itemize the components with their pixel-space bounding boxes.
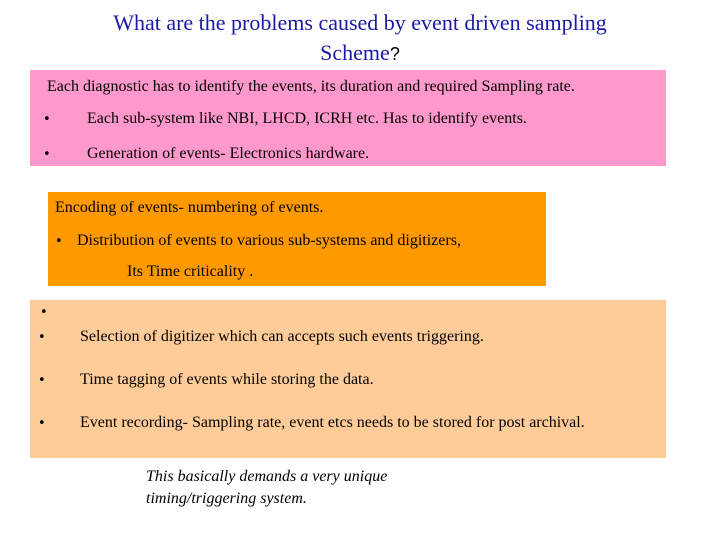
list-item: Event recording- Sampling rate, event etcs needs to be stored for post archival. bbox=[80, 414, 585, 431]
slide-title bbox=[40, 8, 680, 69]
title-question-mark: ? bbox=[389, 44, 400, 64]
bullet-icon: • bbox=[43, 147, 51, 162]
bullet-icon: • bbox=[55, 234, 63, 249]
title-line-1: What are the problems caused by event driven sampling bbox=[113, 10, 607, 35]
list-item-continuation: Its Time criticality . bbox=[127, 263, 254, 280]
title-scheme: Scheme bbox=[320, 40, 390, 65]
title-line-2 bbox=[40, 38, 680, 69]
bullet-icon: • bbox=[38, 373, 46, 388]
bullet-icon: • bbox=[38, 416, 46, 431]
list-item: Selection of digitizer which can accepts such events triggering. bbox=[80, 328, 484, 345]
digitizer-box bbox=[30, 300, 666, 458]
list-item: Generation of events- Electronics hardware. bbox=[87, 145, 370, 162]
list-item: Time tagging of events while storing the data. bbox=[80, 371, 374, 388]
diagnostics-box bbox=[30, 70, 666, 166]
list-item: Each sub-system like NBI, LHCD, ICRH etc. Has to identify events. bbox=[87, 110, 527, 127]
bullet-icon: • bbox=[38, 330, 46, 345]
encoding-box bbox=[48, 192, 546, 286]
summary-note: This basically demands a very unique timing/triggering system. bbox=[146, 468, 388, 507]
diagnostics-header: Each diagnostic has to identify the events, its duration and required Sampling rate. bbox=[47, 78, 575, 95]
bullet-icon: • bbox=[43, 112, 51, 127]
list-item: Distribution of events to various sub-systems and digitizers, bbox=[77, 232, 461, 249]
encoding-header: Encoding of events- numbering of events. bbox=[55, 199, 324, 216]
bullet-icon: • bbox=[40, 305, 48, 320]
